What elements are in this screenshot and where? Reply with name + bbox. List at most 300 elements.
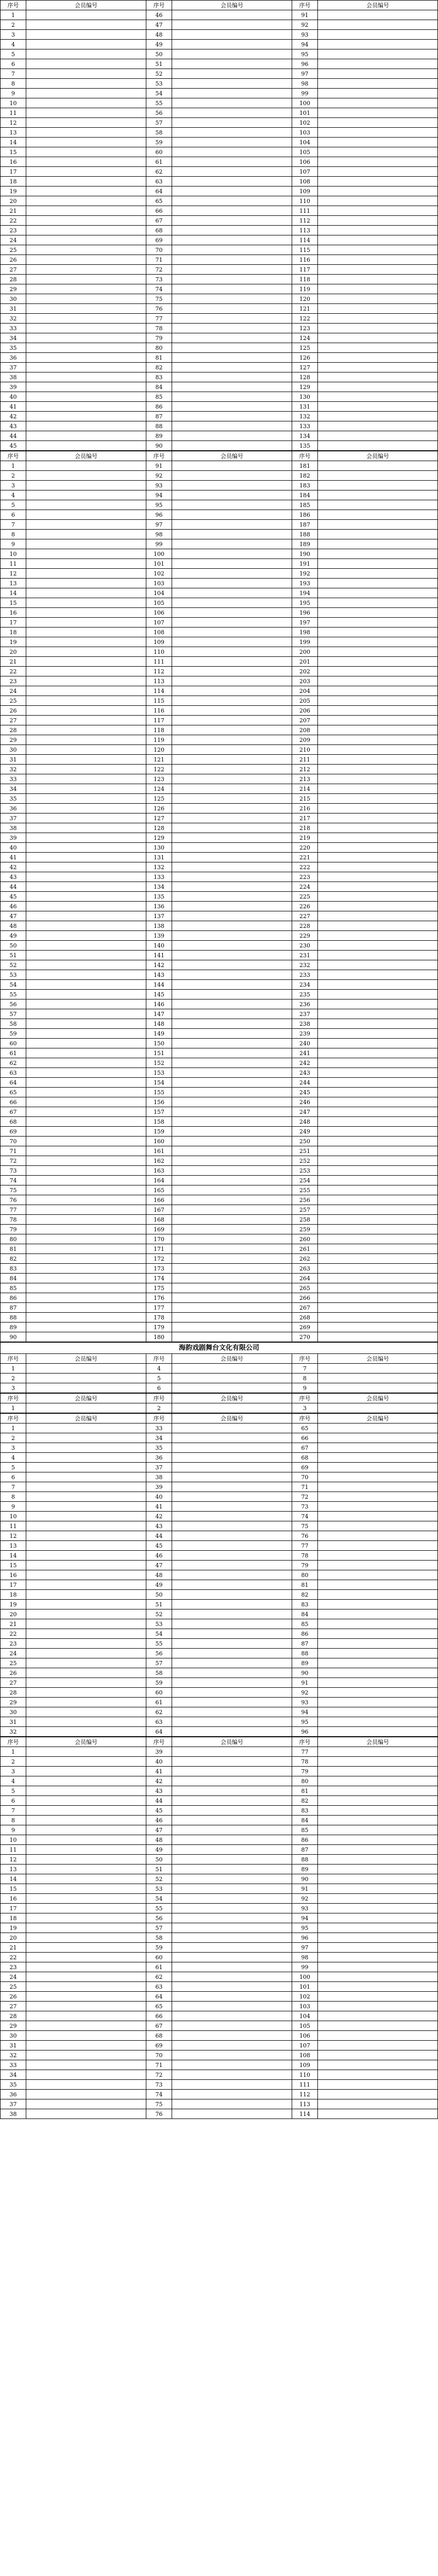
member-number bbox=[318, 1107, 438, 1117]
member-number bbox=[172, 1264, 292, 1274]
row-seq: 37 bbox=[1, 2099, 26, 2109]
row-seq: 256 bbox=[292, 1195, 318, 1205]
row-seq: 152 bbox=[146, 1058, 172, 1068]
table-row bbox=[1, 128, 438, 138]
row-seq: 135 bbox=[292, 441, 318, 451]
table-row bbox=[1, 147, 438, 157]
row-seq: 211 bbox=[292, 755, 318, 765]
row-seq: 34 bbox=[1, 333, 26, 343]
member-number bbox=[26, 1590, 146, 1600]
member-number bbox=[172, 902, 292, 911]
row-seq: 72 bbox=[146, 265, 172, 275]
row-seq: 57 bbox=[146, 118, 172, 128]
member-number bbox=[26, 196, 146, 206]
member-number bbox=[26, 69, 146, 79]
table-row bbox=[1, 1619, 438, 1629]
row-seq: 76 bbox=[146, 304, 172, 314]
member-number bbox=[318, 1767, 438, 1776]
member-number bbox=[318, 128, 438, 138]
member-number bbox=[318, 1146, 438, 1156]
row-seq: 110 bbox=[292, 2070, 318, 2080]
row-seq: 58 bbox=[146, 128, 172, 138]
row-seq: 50 bbox=[146, 1590, 172, 1600]
member-number bbox=[172, 1619, 292, 1629]
member-number bbox=[172, 471, 292, 481]
row-seq: 91 bbox=[292, 1678, 318, 1688]
member-number bbox=[26, 882, 146, 892]
table-row bbox=[1, 970, 438, 980]
member-number bbox=[26, 1185, 146, 1195]
row-seq: 265 bbox=[292, 1283, 318, 1293]
member-number bbox=[318, 1127, 438, 1137]
row-seq: 242 bbox=[292, 1058, 318, 1068]
row-seq: 78 bbox=[146, 324, 172, 333]
member-number bbox=[318, 1757, 438, 1767]
member-number bbox=[26, 284, 146, 294]
member-no-header: 会员编号 bbox=[172, 1, 292, 10]
row-seq: 108 bbox=[146, 628, 172, 637]
row-seq: 50 bbox=[1, 941, 26, 951]
member-number bbox=[26, 177, 146, 187]
member-number bbox=[26, 853, 146, 862]
member-number bbox=[318, 2099, 438, 2109]
member-number bbox=[318, 275, 438, 284]
row-seq: 76 bbox=[146, 2109, 172, 2119]
table-row bbox=[1, 98, 438, 108]
row-seq: 53 bbox=[146, 1619, 172, 1629]
row-seq: 58 bbox=[146, 1668, 172, 1678]
row-seq: 6 bbox=[1, 510, 26, 520]
table-row bbox=[1, 539, 438, 549]
row-seq: 36 bbox=[146, 1453, 172, 1463]
table-row bbox=[1, 999, 438, 1009]
row-seq: 31 bbox=[1, 2041, 26, 2050]
row-seq: 24 bbox=[1, 686, 26, 696]
member-number bbox=[318, 549, 438, 559]
member-number bbox=[172, 1982, 292, 1992]
member-number bbox=[318, 1609, 438, 1619]
table-row bbox=[1, 1776, 438, 1786]
member-number bbox=[172, 2031, 292, 2041]
member-number bbox=[172, 1058, 292, 1068]
table-row bbox=[1, 559, 438, 569]
member-number bbox=[172, 1303, 292, 1313]
row-seq: 75 bbox=[146, 2099, 172, 2109]
member-number bbox=[318, 1992, 438, 2002]
member-no-header: 会员编号 bbox=[318, 451, 438, 461]
member-number bbox=[172, 392, 292, 402]
member-number bbox=[318, 657, 438, 667]
member-number bbox=[172, 1933, 292, 1943]
row-seq: 37 bbox=[1, 363, 26, 372]
member-number bbox=[318, 1835, 438, 1845]
member-number bbox=[26, 1463, 146, 1472]
table-row bbox=[1, 245, 438, 255]
row-seq: 71 bbox=[292, 1482, 318, 1492]
member-number bbox=[172, 187, 292, 196]
member-number bbox=[172, 843, 292, 853]
row-seq: 82 bbox=[146, 363, 172, 372]
table-row bbox=[1, 657, 438, 667]
row-seq: 70 bbox=[146, 2050, 172, 2060]
member-number bbox=[172, 128, 292, 138]
member-number bbox=[26, 1531, 146, 1541]
member-number bbox=[26, 1580, 146, 1590]
row-seq: 2 bbox=[1, 1374, 26, 1383]
member-number bbox=[172, 628, 292, 637]
member-number bbox=[26, 304, 146, 314]
table-row bbox=[1, 686, 438, 696]
member-number bbox=[26, 618, 146, 628]
row-seq: 12 bbox=[1, 1531, 26, 1541]
table-row bbox=[1, 1747, 438, 1757]
row-seq: 268 bbox=[292, 1313, 318, 1323]
row-seq: 78 bbox=[1, 1215, 26, 1225]
member-number bbox=[318, 363, 438, 372]
member-number bbox=[318, 431, 438, 441]
row-seq: 32 bbox=[1, 314, 26, 324]
member-number bbox=[318, 98, 438, 108]
member-number bbox=[26, 696, 146, 706]
member-number bbox=[318, 500, 438, 510]
table-row bbox=[1, 30, 438, 40]
row-seq: 28 bbox=[1, 2011, 26, 2021]
member-number bbox=[172, 118, 292, 128]
table-row bbox=[1, 304, 438, 314]
member-number bbox=[172, 1884, 292, 1894]
row-seq: 79 bbox=[292, 1767, 318, 1776]
table-row bbox=[1, 804, 438, 814]
member-number bbox=[172, 520, 292, 530]
row-seq: 60 bbox=[146, 1953, 172, 1962]
row-seq: 59 bbox=[146, 1943, 172, 1953]
row-seq: 170 bbox=[146, 1234, 172, 1244]
member-number bbox=[172, 2041, 292, 2050]
row-seq: 120 bbox=[146, 745, 172, 755]
member-no-header: 会员编号 bbox=[318, 1737, 438, 1747]
row-seq: 160 bbox=[146, 1137, 172, 1146]
member-number bbox=[26, 510, 146, 520]
table-row bbox=[1, 284, 438, 294]
member-number bbox=[26, 931, 146, 941]
seq-header: 序号 bbox=[1, 1394, 26, 1403]
member-number bbox=[172, 1776, 292, 1786]
row-seq: 74 bbox=[146, 2090, 172, 2099]
member-number bbox=[172, 2099, 292, 2109]
member-number bbox=[172, 1855, 292, 1865]
row-seq: 91 bbox=[146, 461, 172, 471]
table-row bbox=[1, 1383, 438, 1393]
table-row bbox=[1, 1904, 438, 1913]
member-number bbox=[318, 392, 438, 402]
member-number bbox=[26, 1364, 146, 1374]
table-row bbox=[1, 421, 438, 431]
table-row bbox=[1, 1865, 438, 1874]
member-number bbox=[26, 598, 146, 608]
table-row bbox=[1, 1698, 438, 1707]
member-number bbox=[172, 833, 292, 843]
member-number bbox=[26, 1884, 146, 1894]
member-number bbox=[26, 843, 146, 853]
table-row bbox=[1, 1048, 438, 1058]
member-number bbox=[172, 1913, 292, 1923]
member-number bbox=[26, 1244, 146, 1254]
row-seq: 98 bbox=[146, 530, 172, 539]
row-seq: 67 bbox=[146, 2021, 172, 2031]
member-number bbox=[318, 471, 438, 481]
member-number bbox=[172, 2090, 292, 2099]
table-row bbox=[1, 1786, 438, 1796]
row-seq: 263 bbox=[292, 1264, 318, 1274]
row-seq: 64 bbox=[146, 1992, 172, 2002]
member-number bbox=[172, 1383, 292, 1393]
member-number bbox=[318, 1433, 438, 1443]
member-number bbox=[318, 1933, 438, 1943]
member-number bbox=[318, 216, 438, 226]
table-row bbox=[1, 647, 438, 657]
member-number bbox=[172, 1658, 292, 1668]
member-number bbox=[172, 794, 292, 804]
table-row bbox=[1, 1364, 438, 1374]
member-number bbox=[172, 999, 292, 1009]
member-number bbox=[26, 128, 146, 138]
row-seq: 192 bbox=[292, 569, 318, 579]
member-number bbox=[172, 637, 292, 647]
row-seq: 113 bbox=[146, 676, 172, 686]
member-number bbox=[26, 706, 146, 716]
table-row bbox=[1, 814, 438, 823]
row-seq: 202 bbox=[292, 667, 318, 676]
row-seq: 32 bbox=[1, 765, 26, 774]
row-seq: 39 bbox=[1, 382, 26, 392]
member-number bbox=[172, 20, 292, 30]
row-seq: 95 bbox=[146, 500, 172, 510]
row-seq: 103 bbox=[292, 128, 318, 138]
row-seq: 21 bbox=[1, 657, 26, 667]
row-seq: 17 bbox=[1, 1580, 26, 1590]
member-number bbox=[26, 1962, 146, 1972]
member-number bbox=[172, 823, 292, 833]
row-seq: 49 bbox=[146, 1580, 172, 1590]
row-seq: 106 bbox=[292, 157, 318, 167]
table-row bbox=[1, 1423, 438, 1433]
member-number bbox=[318, 510, 438, 520]
member-number bbox=[318, 794, 438, 804]
table-row bbox=[1, 1137, 438, 1146]
member-number bbox=[318, 1009, 438, 1019]
member-number bbox=[172, 1786, 292, 1796]
member-number bbox=[26, 1806, 146, 1816]
row-seq: 130 bbox=[146, 843, 172, 853]
seq-header: 序号 bbox=[1, 1414, 26, 1423]
table-row bbox=[1, 872, 438, 882]
row-seq: 33 bbox=[146, 1423, 172, 1433]
table-row bbox=[1, 1463, 438, 1472]
table-row bbox=[1, 461, 438, 471]
table-row bbox=[1, 1570, 438, 1580]
table-row bbox=[1, 1590, 438, 1600]
row-seq: 50 bbox=[146, 1855, 172, 1865]
row-seq: 217 bbox=[292, 814, 318, 823]
row-seq: 4 bbox=[1, 490, 26, 500]
row-seq: 183 bbox=[292, 481, 318, 490]
row-seq: 134 bbox=[146, 882, 172, 892]
member-number bbox=[172, 481, 292, 490]
row-seq: 43 bbox=[146, 1786, 172, 1796]
row-seq: 45 bbox=[1, 441, 26, 451]
row-seq: 234 bbox=[292, 980, 318, 990]
row-seq: 98 bbox=[292, 1953, 318, 1962]
row-seq: 103 bbox=[146, 579, 172, 588]
member-number bbox=[318, 324, 438, 333]
row-seq: 171 bbox=[146, 1244, 172, 1254]
member-number bbox=[26, 892, 146, 902]
member-number bbox=[26, 1472, 146, 1482]
row-seq: 258 bbox=[292, 1215, 318, 1225]
row-seq: 266 bbox=[292, 1293, 318, 1303]
member-number bbox=[172, 40, 292, 49]
member-number bbox=[172, 294, 292, 304]
member-number bbox=[172, 196, 292, 206]
seq-header: 序号 bbox=[146, 1354, 172, 1364]
member-number bbox=[26, 1874, 146, 1884]
table-row bbox=[1, 608, 438, 618]
member-table bbox=[0, 1737, 438, 2119]
member-number bbox=[318, 686, 438, 696]
row-seq: 38 bbox=[1, 372, 26, 382]
table-row bbox=[1, 882, 438, 892]
row-seq: 63 bbox=[1, 1068, 26, 1078]
table-header-row bbox=[1, 1737, 438, 1747]
row-seq: 27 bbox=[1, 716, 26, 725]
table-row bbox=[1, 1254, 438, 1264]
member-number bbox=[26, 157, 146, 167]
table-row bbox=[1, 118, 438, 128]
row-seq: 12 bbox=[1, 1855, 26, 1865]
row-seq: 48 bbox=[146, 1570, 172, 1580]
member-number bbox=[318, 108, 438, 118]
member-number bbox=[318, 1786, 438, 1796]
member-number bbox=[172, 1137, 292, 1146]
row-seq: 82 bbox=[1, 1254, 26, 1264]
row-seq: 105 bbox=[292, 147, 318, 157]
member-number bbox=[318, 382, 438, 392]
member-number bbox=[318, 637, 438, 647]
row-seq: 220 bbox=[292, 843, 318, 853]
row-seq: 9 bbox=[1, 1502, 26, 1512]
seq-header: 序号 bbox=[146, 1414, 172, 1423]
row-seq: 82 bbox=[292, 1796, 318, 1806]
row-seq: 175 bbox=[146, 1283, 172, 1293]
member-number bbox=[318, 931, 438, 941]
member-number bbox=[26, 765, 146, 774]
member-number bbox=[172, 1698, 292, 1707]
row-seq: 55 bbox=[146, 1639, 172, 1649]
row-seq: 20 bbox=[1, 1609, 26, 1619]
row-seq: 15 bbox=[1, 598, 26, 608]
row-seq: 223 bbox=[292, 872, 318, 882]
member-number bbox=[318, 1845, 438, 1855]
member-number bbox=[318, 1904, 438, 1913]
row-seq: 52 bbox=[146, 1874, 172, 1884]
member-number bbox=[318, 784, 438, 794]
member-number bbox=[318, 461, 438, 471]
member-number bbox=[172, 1283, 292, 1293]
member-number bbox=[26, 1943, 146, 1953]
row-seq: 168 bbox=[146, 1215, 172, 1225]
member-number bbox=[26, 1639, 146, 1649]
row-seq: 61 bbox=[146, 157, 172, 167]
member-number bbox=[26, 118, 146, 128]
member-number bbox=[26, 1205, 146, 1215]
row-seq: 76 bbox=[292, 1531, 318, 1541]
row-seq: 22 bbox=[1, 1953, 26, 1962]
row-seq: 51 bbox=[1, 951, 26, 960]
row-seq: 68 bbox=[146, 226, 172, 235]
table-row bbox=[1, 735, 438, 745]
row-seq: 68 bbox=[146, 2031, 172, 2041]
row-seq: 66 bbox=[292, 1433, 318, 1443]
member-number bbox=[172, 1727, 292, 1737]
row-seq: 67 bbox=[1, 1107, 26, 1117]
row-seq: 166 bbox=[146, 1195, 172, 1205]
member-number bbox=[26, 1609, 146, 1619]
member-number bbox=[172, 716, 292, 725]
member-number bbox=[26, 1492, 146, 1502]
member-number bbox=[318, 402, 438, 412]
section-title: 海韵戏剧舞台文化有限公司 bbox=[0, 1342, 438, 1353]
table-row bbox=[1, 637, 438, 647]
member-number bbox=[318, 911, 438, 921]
table-row bbox=[1, 843, 438, 853]
row-seq: 151 bbox=[146, 1048, 172, 1058]
row-seq: 8 bbox=[1, 1492, 26, 1502]
member-number bbox=[26, 823, 146, 833]
member-number bbox=[26, 637, 146, 647]
member-number bbox=[172, 559, 292, 569]
row-seq: 47 bbox=[1, 911, 26, 921]
row-seq: 191 bbox=[292, 559, 318, 569]
row-seq: 108 bbox=[292, 177, 318, 187]
seq-header: 序号 bbox=[1, 451, 26, 461]
row-seq: 60 bbox=[146, 147, 172, 157]
table-row bbox=[1, 40, 438, 49]
member-number bbox=[172, 59, 292, 69]
table-row bbox=[1, 1097, 438, 1107]
member-number bbox=[26, 1816, 146, 1825]
row-seq: 5 bbox=[1, 1786, 26, 1796]
row-seq: 46 bbox=[146, 1551, 172, 1561]
member-number bbox=[26, 941, 146, 951]
member-number bbox=[26, 1293, 146, 1303]
row-seq: 20 bbox=[1, 647, 26, 657]
row-seq: 62 bbox=[146, 1707, 172, 1717]
member-number bbox=[318, 235, 438, 245]
row-seq: 44 bbox=[146, 1796, 172, 1806]
row-seq: 133 bbox=[292, 421, 318, 431]
member-number bbox=[318, 1039, 438, 1048]
member-number bbox=[26, 1176, 146, 1185]
table-header-row bbox=[1, 1, 438, 10]
member-number bbox=[26, 235, 146, 245]
table-row bbox=[1, 1433, 438, 1443]
row-seq: 103 bbox=[292, 2002, 318, 2011]
member-number bbox=[318, 706, 438, 716]
member-number bbox=[26, 206, 146, 216]
row-seq: 172 bbox=[146, 1254, 172, 1264]
row-seq: 125 bbox=[292, 343, 318, 353]
row-seq: 1 bbox=[1, 10, 26, 20]
